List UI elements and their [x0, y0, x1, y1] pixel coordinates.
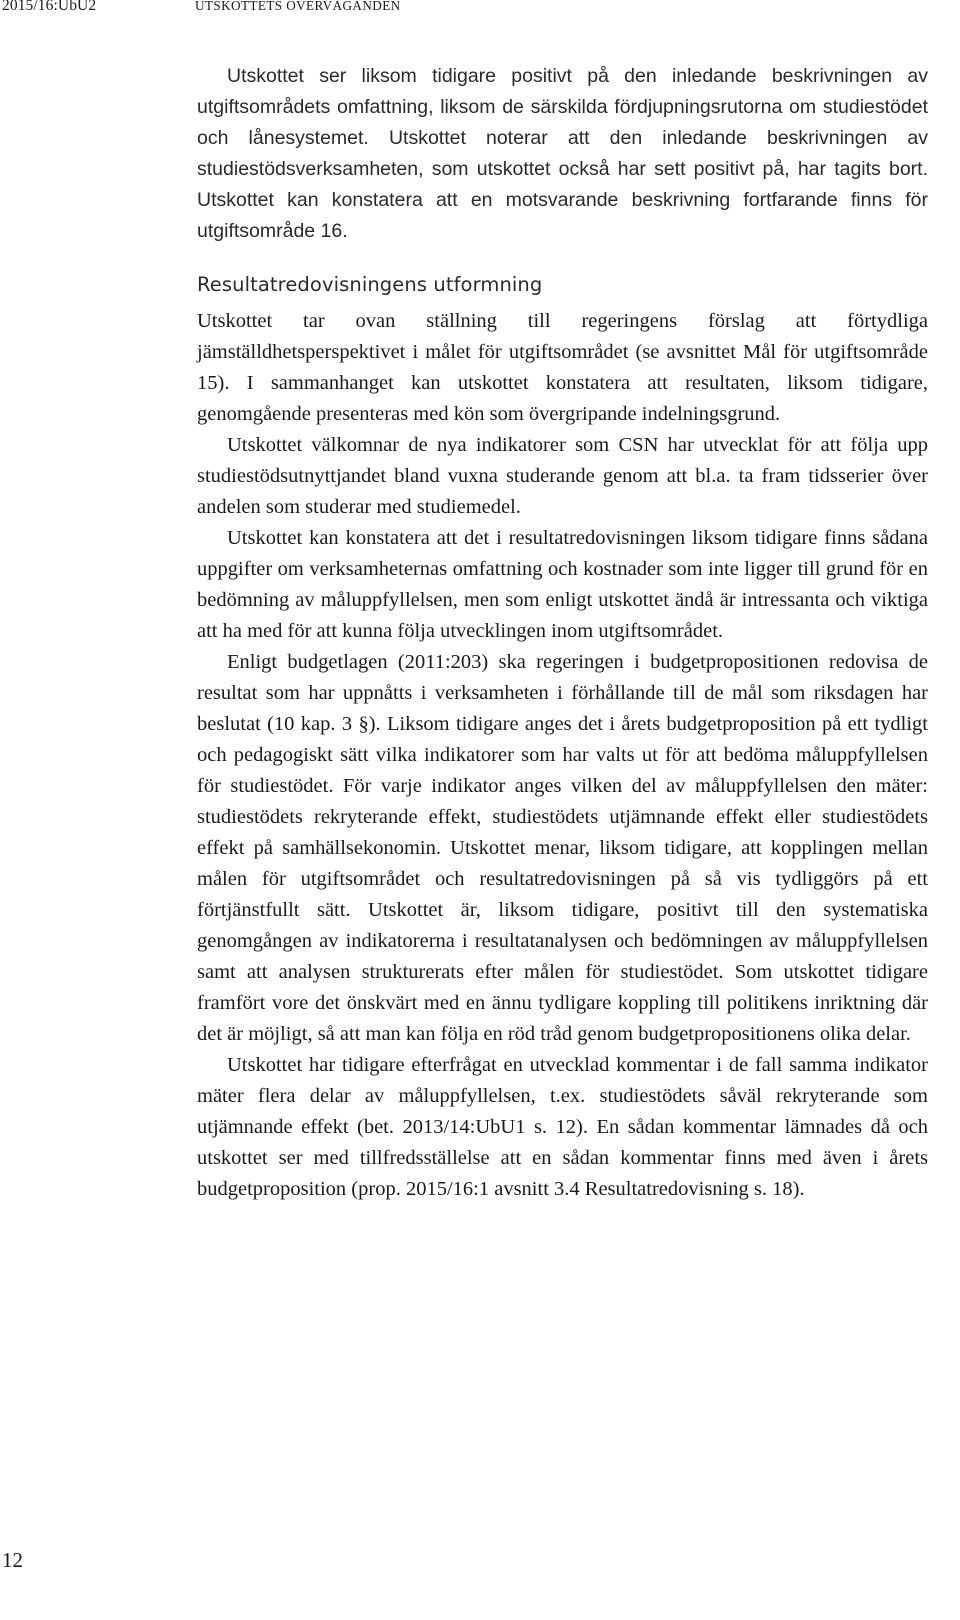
section-title: UTSKOTTETS ÖVERVÄGANDEN	[195, 0, 401, 13]
page-number: 12	[2, 1548, 23, 1572]
intro-paragraph: Utskottet ser liksom tidigare positivt på den inledande beskrivningen av utgiftsområdets omfattning, liksom de särskilda fördjupningsrutorna om studiestödet och lånesystemet. Utskottet noterar att den inledande beskrivningen av studiestödsverksamheten, som utskottet också har sett positivt på, har tagits bort. Utskottet kan konstatera att en motsvarande beskrivning fortfarande finns för utgiftsområde 16.	[197, 65, 928, 242]
page-body	[197, 61, 928, 1205]
document-reference: 2015/16:UbU2	[2, 0, 97, 14]
body-paragraph: Enligt budgetlagen (2011:203) ska regeringen i budgetpropositionen redovisa de resultat som har uppnåtts i verksamheten i förhållande till de mål som riksdagen har beslutat (10 kap. 3 §). Liksom tidigare anges det i årets budgetproposition på ett tydligt och pedagogiskt sätt vilka indikatorer som har valts ut för att bedöma måluppfyllelsen för studiestödet. För varje indikator anges vilken del av måluppfyllelsen den mäter: studiestödets rekryterande effekt, studiestödets utjämnande effekt eller studiestödets effekt på samhällsekonomin. Utskottet menar, liksom tidigare, att kopplingen mellan målen för utgiftsområdet och resultatredovisningen på så vis tydliggörs på ett förtjänstfullt sätt. Utskottet är, liksom tidigare, positivt till den systematiska genomgången av indikatorerna i resultatanalysen och bedömningen av måluppfyllelsen samt att analysen strukturerats efter målen för studiestödet. Som utskottet tidigare framfört vore det önskvärt med en ännu tydligare koppling till politikens inriktning där det är möjligt, så att man kan följa en röd tråd genom budgetpropositionens olika delar.	[197, 651, 928, 1045]
body-paragraph: Utskottet välkomnar de nya indikatorer som CSN har utvecklat för att följa upp studiestödsutnyttjandet bland vuxna studerande genom att bl.a. ta fram tidsserier över andelen som studerar med studiemedel.	[197, 434, 928, 518]
body-paragraph: Utskottet tar ovan ställning till regeringens förslag att förtydliga jämställdhetsperspektivet i målet för utgiftsområdet (se avsnittet Mål för utgiftsområde 15). I sammanhanget kan utskottet konstatera att resultaten, liksom tidigare, genomgående presenteras med kön som övergripande indelningsgrund.	[197, 310, 928, 425]
body-paragraph: Utskottet har tidigare efterfrågat en utvecklad kommentar i de fall samma indikator mäter flera delar av måluppfyllelsen, t.ex. studiestödets såväl rekryterande som utjämnande effekt (bet. 2013/14:UbU1 s. 12). En sådan kommentar lämnades då och utskottet ser med tillfredsställelse att en sådan kommentar finns med även i årets budgetproposition (prop. 2015/16:1 avsnitt 3.4 Resultatredovisning s. 18).	[197, 1054, 928, 1200]
body-paragraph: Utskottet kan konstatera att det i resultatredovisningen liksom tidigare finns sådana uppgifter om verksamheternas omfattning och kostnader som inte ligger till grund för en bedömning av måluppfyllelsen, men som enligt utskottet ändå är intressanta och viktiga att ha med för att kunna följa utvecklingen inom utgiftsområdet.	[197, 527, 928, 642]
section-heading: Resultatredovisningens utformning	[197, 273, 543, 296]
page-header	[0, 0, 960, 28]
